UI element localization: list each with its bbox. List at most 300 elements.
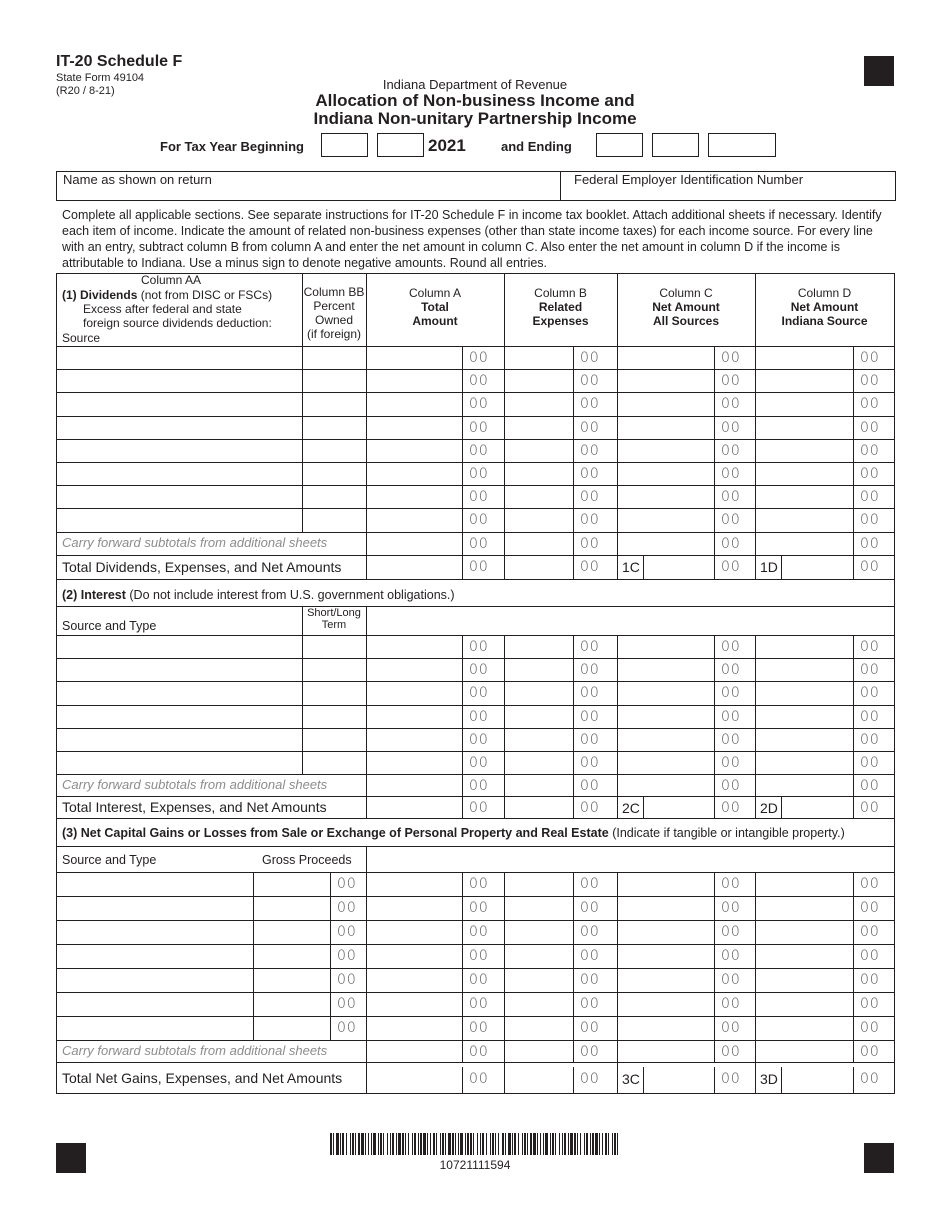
sec2-row3-col-a[interactable] xyxy=(367,682,462,705)
sec1-row1-source[interactable] xyxy=(57,347,302,369)
sec3-row2-col-c-cents: 00 xyxy=(721,900,741,916)
sec2-carry-col-c-cents: 00 xyxy=(721,778,741,794)
sec1-row6-col-c[interactable] xyxy=(618,463,714,485)
barcode-bar xyxy=(533,1133,536,1155)
sec2-row4-col-c[interactable] xyxy=(618,706,714,728)
barcode-bar xyxy=(378,1133,379,1155)
sec3-row4-col-c[interactable] xyxy=(618,945,714,968)
sec1-row3-percent[interactable] xyxy=(303,393,366,416)
sec2-total-col-b[interactable] xyxy=(505,797,573,818)
begin-month-input[interactable] xyxy=(321,133,368,157)
fein-label: Federal Employer Identification Number xyxy=(574,172,804,187)
barcode-bar xyxy=(440,1133,441,1155)
barcode-bar xyxy=(562,1133,563,1155)
barcode-bar xyxy=(361,1133,364,1155)
sec3-carry-col-d-cents: 00 xyxy=(860,1044,880,1060)
sec3-row4-col-b[interactable] xyxy=(505,945,573,968)
sec3-row5-col-a[interactable] xyxy=(367,969,462,992)
barcode-bar xyxy=(405,1133,406,1155)
barcode-bar xyxy=(568,1133,569,1155)
sec1-row4-col-d[interactable] xyxy=(756,417,853,439)
sec3-row5-col-d[interactable] xyxy=(756,969,853,992)
sec3-row7-col-a-cents: 00 xyxy=(469,1020,489,1036)
barcode-bar xyxy=(590,1133,591,1155)
sec1-row1-col-c[interactable] xyxy=(618,347,714,369)
sec1-row8-percent[interactable] xyxy=(303,509,366,532)
state-form-number: State Form 49104 xyxy=(56,72,145,84)
sec3-row3-col-b[interactable] xyxy=(505,921,573,944)
sec1-row2-col-a[interactable] xyxy=(367,370,462,392)
sec1-row6-source[interactable] xyxy=(57,463,302,485)
sec3-row5-gross[interactable] xyxy=(254,969,330,992)
sec3-row6-source[interactable] xyxy=(57,993,253,1016)
sec2-row2-col-c-cents: 00 xyxy=(721,662,741,678)
sec1-total-col-d-cents: 00 xyxy=(860,559,880,575)
sec3-row7-col-c-cents: 00 xyxy=(721,1020,741,1036)
sec3-row1-col-a[interactable] xyxy=(367,873,462,896)
sec3-carry-forward-label: Carry forward subtotals from additional sheets xyxy=(62,1043,328,1058)
sec1-row3-col-d-cents: 00 xyxy=(860,396,880,412)
sec3-row6-col-b[interactable] xyxy=(505,993,573,1016)
end-year-input[interactable] xyxy=(708,133,776,157)
barcode-bar xyxy=(336,1133,339,1155)
barcode-bar xyxy=(502,1133,504,1155)
sec2-row5-col-c-cents: 00 xyxy=(721,732,741,748)
sec3-row5-col-a-cents: 00 xyxy=(469,972,489,988)
sec3-row3-col-d[interactable] xyxy=(756,921,853,944)
sec1-row2-col-d[interactable] xyxy=(756,370,853,392)
column-a-header: Column A Total Amount xyxy=(408,286,462,328)
sec1-row8-col-c[interactable] xyxy=(618,509,714,532)
sec3-row2-col-b[interactable] xyxy=(505,897,573,920)
sec2-total-label: Total Interest, Expenses, and Net Amounts xyxy=(62,799,327,815)
sec3-row1-col-d-cents: 00 xyxy=(860,876,880,892)
sec2-row6-col-c[interactable] xyxy=(618,752,714,774)
sec3-row7-col-a[interactable] xyxy=(367,1017,462,1040)
column-d-header: Column D Net Amount Indiana Source xyxy=(781,286,868,328)
sec1-total-col-b-cents: 00 xyxy=(580,559,600,575)
barcode-bar xyxy=(368,1133,369,1155)
barcode-bar xyxy=(465,1133,466,1155)
sec1-row5-col-d-cents: 00 xyxy=(860,443,880,459)
sec1-row5-source[interactable] xyxy=(57,440,302,462)
sec2-row4-source[interactable] xyxy=(57,706,302,728)
sec1-row8-col-a[interactable] xyxy=(367,509,462,532)
sec3-row3-col-a-cents: 00 xyxy=(469,924,489,940)
sec1-row5-col-b[interactable] xyxy=(505,440,573,462)
barcode-bar xyxy=(420,1133,422,1155)
sec3-row1-source[interactable] xyxy=(57,873,253,896)
sec2-row6-col-d-cents: 00 xyxy=(860,755,880,771)
barcode-bar xyxy=(436,1133,437,1155)
sec3-row1-col-a-cents: 00 xyxy=(469,876,489,892)
sec1-row4-percent[interactable] xyxy=(303,417,366,439)
sec1-row8-col-d[interactable] xyxy=(756,509,853,532)
agency-name: Indiana Department of Revenue xyxy=(382,77,568,92)
sec3-row4-col-a[interactable] xyxy=(367,945,462,968)
sec3-total-col-b[interactable] xyxy=(505,1068,573,1093)
sec3-row3-gross[interactable] xyxy=(254,921,330,944)
sec2-row5-source[interactable] xyxy=(57,729,302,751)
sec1-row3-col-d[interactable] xyxy=(756,393,853,416)
barcode-bar xyxy=(605,1133,607,1155)
sec2-row6-source[interactable] xyxy=(57,752,302,774)
sec2-carry-col-d-cents: 00 xyxy=(860,778,880,794)
sec1-row6-col-d[interactable] xyxy=(756,463,853,485)
sec1-total-col-a[interactable] xyxy=(367,556,462,579)
sec1-row8-source[interactable] xyxy=(57,509,302,532)
sec2-row5-term[interactable] xyxy=(303,729,366,751)
barcode-bar xyxy=(545,1133,548,1155)
sec2-row2-term[interactable] xyxy=(303,659,366,681)
sec3-row1-col-d[interactable] xyxy=(756,873,853,896)
sec3-carry-col-b[interactable] xyxy=(505,1041,573,1062)
sec3-row5-col-d-cents: 00 xyxy=(860,972,880,988)
sec3-row7-gross[interactable] xyxy=(254,1017,330,1040)
sec3-carry-col-b-cents: 00 xyxy=(580,1044,600,1060)
sec1-row1-col-d[interactable] xyxy=(756,347,853,369)
barcode-bar xyxy=(586,1133,588,1155)
fein-field[interactable] xyxy=(561,172,893,199)
sec2-row4-col-d[interactable] xyxy=(756,706,853,728)
barcode-bar xyxy=(380,1133,382,1155)
sec1-row8-col-b[interactable] xyxy=(505,509,573,532)
sec3-row2-col-a[interactable] xyxy=(367,897,462,920)
barcode-bar xyxy=(330,1133,332,1155)
sec3-row1-gross[interactable] xyxy=(254,873,330,896)
sec3-row3-col-d-cents: 00 xyxy=(860,924,880,940)
sec1-row1-col-c-cents: 00 xyxy=(721,350,741,366)
sec1-row3-col-a-cents: 00 xyxy=(469,396,489,412)
barcode-bar xyxy=(555,1133,556,1155)
sec3-row3-col-c[interactable] xyxy=(618,921,714,944)
begin-day-input[interactable] xyxy=(377,133,424,157)
sec1-carry-col-c-cents: 00 xyxy=(721,536,741,552)
sec1-row2-col-c[interactable] xyxy=(618,370,714,392)
sec1-row7-col-b[interactable] xyxy=(505,486,573,508)
registration-mark-bottom-left xyxy=(56,1143,86,1173)
sec3-row5-col-c[interactable] xyxy=(618,969,714,992)
sec1-row2-col-d-cents: 00 xyxy=(860,373,880,389)
barcode-bar xyxy=(614,1133,616,1155)
sec2-carry-forward-label: Carry forward subtotals from additional sheets xyxy=(62,777,328,792)
barcode-bar xyxy=(365,1133,366,1155)
sec1-row7-source[interactable] xyxy=(57,486,302,508)
sec1-total-col-c-cents: 00 xyxy=(721,559,741,575)
sec3-row2-col-c[interactable] xyxy=(618,897,714,920)
sec3-row2-col-d-cents: 00 xyxy=(860,900,880,916)
barcode-bar xyxy=(445,1133,446,1155)
sec3-row7-col-d[interactable] xyxy=(756,1017,853,1040)
sec1-row4-col-a[interactable] xyxy=(367,417,462,439)
sec3-row3-col-b-cents: 00 xyxy=(580,924,600,940)
sec1-row7-col-b-cents: 00 xyxy=(580,489,600,505)
sec2-row6-col-c-cents: 00 xyxy=(721,755,741,771)
sec1-row7-col-d[interactable] xyxy=(756,486,853,508)
sec2-row6-col-d[interactable] xyxy=(756,752,853,774)
barcode-bar xyxy=(458,1133,459,1155)
barcode-bar xyxy=(612,1133,613,1155)
barcode-bar xyxy=(559,1133,560,1155)
sec1-row4-col-a-cents: 00 xyxy=(469,420,489,436)
sec2-row3-source[interactable] xyxy=(57,682,302,705)
sec1-row2-source[interactable] xyxy=(57,370,302,392)
sec1-row5-col-d[interactable] xyxy=(756,440,853,462)
barcode-bar xyxy=(477,1133,478,1155)
barcode-bar xyxy=(498,1133,499,1155)
sec2-row3-col-d[interactable] xyxy=(756,682,853,705)
barcode-bar xyxy=(398,1133,401,1155)
sec1-carry-col-a-cents: 00 xyxy=(469,536,489,552)
sec1-row4-col-c[interactable] xyxy=(618,417,714,439)
sec1-row5-col-c[interactable] xyxy=(618,440,714,462)
sec1-row2-col-b-cents: 00 xyxy=(580,373,600,389)
sec2-row4-term[interactable] xyxy=(303,706,366,728)
end-day-input[interactable] xyxy=(652,133,699,157)
sec2-row2-col-c[interactable] xyxy=(618,659,714,681)
sec1-row2-col-c-cents: 00 xyxy=(721,373,741,389)
column-aa-title: Column AA xyxy=(140,273,202,287)
barcode-bar xyxy=(352,1133,354,1155)
form-title-line2: Indiana Non-unitary Partnership Income xyxy=(313,109,637,128)
instructions: Complete all applicable sections. See separate instructions for IT-20 Schedule F in income tax booklet. Attach additional sheets if necessary. Identify each item of income. Indicate the amount of related non-business expenses (other than state income taxes) for each income source. For every line with an entry, subtract column B from column A and enter the net amount in column C. Also enter the net amount in column D if the income is attributable to Indiana. Use a minus sign to denote negative amounts. Round all entries. xyxy=(62,208,882,270)
sec3-row2-col-d[interactable] xyxy=(756,897,853,920)
sec3-row5-col-b[interactable] xyxy=(505,969,573,992)
sec1-carry-col-c[interactable] xyxy=(618,533,714,555)
sec3-row6-col-d[interactable] xyxy=(756,993,853,1016)
sec1-total-col-b[interactable] xyxy=(505,556,573,579)
sec1-carry-col-d-cents: 00 xyxy=(860,536,880,552)
sec2-row3-col-c[interactable] xyxy=(618,682,714,705)
barcode-bar xyxy=(423,1133,426,1155)
sec3-row2-source[interactable] xyxy=(57,897,253,920)
sec3-row4-source[interactable] xyxy=(57,945,253,968)
barcode-bar xyxy=(522,1133,523,1155)
sec1-carry-col-d[interactable] xyxy=(756,533,853,555)
sec2-total-col-b-cents: 00 xyxy=(580,800,600,816)
sec3-row5-gross-cents: 00 xyxy=(337,972,357,988)
sec3-row7-col-b[interactable] xyxy=(505,1017,573,1040)
sec3-carry-col-d[interactable] xyxy=(756,1041,853,1062)
sec3-total-label: Total Net Gains, Expenses, and Net Amounts xyxy=(62,1070,343,1086)
sec3-row4-gross[interactable] xyxy=(254,945,330,968)
sec1-row1-col-a[interactable] xyxy=(367,347,462,369)
sec1-row3-source[interactable] xyxy=(57,393,302,416)
sec2-row1-col-c[interactable] xyxy=(618,636,714,658)
sec3-row1-col-c[interactable] xyxy=(618,873,714,896)
sec3-row4-col-a-cents: 00 xyxy=(469,948,489,964)
sec3-row6-col-d-cents: 00 xyxy=(860,996,880,1012)
sec2-carry-col-a-cents: 00 xyxy=(469,778,489,794)
sec2-row5-col-b[interactable] xyxy=(505,729,573,751)
barcode-bar xyxy=(412,1133,413,1155)
sec1-row3-col-a[interactable] xyxy=(367,393,462,416)
end-month-input[interactable] xyxy=(596,133,643,157)
sec1-row6-percent[interactable] xyxy=(303,463,366,485)
sec1-row4-col-b-cents: 00 xyxy=(580,420,600,436)
sec2-carry-col-b-cents: 00 xyxy=(580,778,600,794)
barcode-bar xyxy=(340,1133,341,1155)
sec2-row2-source[interactable] xyxy=(57,659,302,681)
sec1-row5-col-a[interactable] xyxy=(367,440,462,462)
sec3-row5-source[interactable] xyxy=(57,969,253,992)
sec2-total-col-d-cents: 00 xyxy=(860,800,880,816)
sec1-row7-percent[interactable] xyxy=(303,486,366,508)
sec1-row1-col-b-cents: 00 xyxy=(580,350,600,366)
barcode-bar xyxy=(550,1133,551,1155)
sec1-row3-col-c[interactable] xyxy=(618,393,714,416)
sec3-total-line-d-id: 3D xyxy=(760,1071,778,1087)
sec1-row2-col-b[interactable] xyxy=(505,370,573,392)
sec3-row3-source[interactable] xyxy=(57,921,253,944)
sec1-row1-col-a-cents: 00 xyxy=(469,350,489,366)
sec3-row2-gross[interactable] xyxy=(254,897,330,920)
sec1-row4-col-b[interactable] xyxy=(505,417,573,439)
sec2-row2-col-d[interactable] xyxy=(756,659,853,681)
sec1-row6-col-d-cents: 00 xyxy=(860,466,880,482)
sec1-row2-percent[interactable] xyxy=(303,370,366,392)
sec3-row4-gross-cents: 00 xyxy=(337,948,357,964)
sec3-row2-gross-cents: 00 xyxy=(337,900,357,916)
sec1-row6-col-b[interactable] xyxy=(505,463,573,485)
sec3-carry-col-a[interactable] xyxy=(367,1041,462,1062)
section3-heading: (3) Net Capital Gains or Losses from Sale or Exchange of Personal Property and Real Estate (Indicate if tangible or intangible property.) xyxy=(62,826,845,840)
sec3-carry-col-c-cents: 00 xyxy=(721,1044,741,1060)
sec1-row3-col-b[interactable] xyxy=(505,393,573,416)
barcode-bar xyxy=(495,1133,496,1155)
barcode-bar xyxy=(512,1133,513,1155)
sec3-row7-col-c[interactable] xyxy=(618,1017,714,1040)
sec3-row7-col-b-cents: 00 xyxy=(580,1020,600,1036)
barcode-bar xyxy=(402,1133,404,1155)
barcode-bar xyxy=(383,1133,384,1155)
barcode-bar xyxy=(390,1133,391,1155)
sec1-row4-source[interactable] xyxy=(57,417,302,439)
sec3-row7-source[interactable] xyxy=(57,1017,253,1040)
sec2-carry-col-a[interactable] xyxy=(367,775,462,796)
sec2-row6-col-b[interactable] xyxy=(505,752,573,774)
barcode-bar xyxy=(518,1133,519,1155)
sec2-row5-col-a[interactable] xyxy=(367,729,462,751)
sec3-total-col-d-cents: 00 xyxy=(860,1071,880,1087)
registration-mark-bottom-right xyxy=(864,1143,894,1173)
sec1-row6-col-b-cents: 00 xyxy=(580,466,600,482)
sec3-row4-col-d[interactable] xyxy=(756,945,853,968)
column-b-header: Column B Related Expenses xyxy=(532,286,589,328)
sec2-row1-col-b-cents: 00 xyxy=(580,639,600,655)
sec3-row6-gross[interactable] xyxy=(254,993,330,1016)
sec1-carry-col-a[interactable] xyxy=(367,533,462,555)
sec3-row2-col-b-cents: 00 xyxy=(580,900,600,916)
sec1-row4-col-c-cents: 00 xyxy=(721,420,741,436)
sec2-row1-term[interactable] xyxy=(303,636,366,658)
sec1-row8-col-a-cents: 00 xyxy=(469,512,489,528)
sec1-row7-col-a[interactable] xyxy=(367,486,462,508)
sec2-carry-col-b[interactable] xyxy=(505,775,573,796)
barcode-bar xyxy=(514,1133,516,1155)
sec2-row1-col-d[interactable] xyxy=(756,636,853,658)
sec1-row4-col-d-cents: 00 xyxy=(860,420,880,436)
sec3-total-col-a[interactable] xyxy=(367,1068,462,1093)
sec2-row1-col-a[interactable] xyxy=(367,636,462,658)
sec2-row2-col-b[interactable] xyxy=(505,659,573,681)
sec1-row8-col-c-cents: 00 xyxy=(721,512,741,528)
sec2-carry-col-d[interactable] xyxy=(756,775,853,796)
barcode-bar xyxy=(540,1133,541,1155)
sec3-row2-col-a-cents: 00 xyxy=(469,900,489,916)
sec1-carry-col-b[interactable] xyxy=(505,533,573,555)
name-field[interactable] xyxy=(57,172,559,199)
form-id: IT-20 Schedule F xyxy=(56,53,183,70)
sec2-row4-col-a[interactable] xyxy=(367,706,462,728)
sec1-row5-col-b-cents: 00 xyxy=(580,443,600,459)
sec3-row3-col-a[interactable] xyxy=(367,921,462,944)
barcode-bar xyxy=(617,1133,618,1155)
sec3-row6-col-a[interactable] xyxy=(367,993,462,1016)
sec1-row7-col-c[interactable] xyxy=(618,486,714,508)
barcode-bar xyxy=(592,1133,594,1155)
sec2-row3-col-b[interactable] xyxy=(505,682,573,705)
sec1-total-line-d-id: 1D xyxy=(760,559,778,575)
section2-term-label: Short/Long Term xyxy=(307,607,361,631)
sec1-row1-percent[interactable] xyxy=(303,347,366,369)
sec2-row6-term[interactable] xyxy=(303,752,366,774)
sec2-row4-col-c-cents: 00 xyxy=(721,709,741,725)
sec2-row5-col-c[interactable] xyxy=(618,729,714,751)
form-revision: (R20 / 8-21) xyxy=(56,85,115,97)
barcode-bar xyxy=(408,1133,409,1155)
sec2-row3-term[interactable] xyxy=(303,682,366,705)
sec2-total-line-d-id: 2D xyxy=(760,800,778,816)
barcode-bar xyxy=(467,1133,469,1155)
sec3-row4-col-c-cents: 00 xyxy=(721,948,741,964)
sec3-row7-gross-cents: 00 xyxy=(337,1020,357,1036)
sec2-total-col-a[interactable] xyxy=(367,797,462,818)
sec2-row2-col-a[interactable] xyxy=(367,659,462,681)
sec1-row7-col-c-cents: 00 xyxy=(721,489,741,505)
barcode-bar xyxy=(524,1133,526,1155)
barcode-bar xyxy=(342,1133,344,1155)
sec3-row6-col-c[interactable] xyxy=(618,993,714,1016)
barcode-number: 10721111594 xyxy=(439,1158,511,1172)
sec1-row5-percent[interactable] xyxy=(303,440,366,462)
barcode-bar xyxy=(608,1133,609,1155)
sec2-row4-col-b[interactable] xyxy=(505,706,573,728)
barcode-bar xyxy=(564,1133,566,1155)
sec2-row1-col-b[interactable] xyxy=(505,636,573,658)
sec2-row2-col-a-cents: 00 xyxy=(469,662,489,678)
barcode-bar xyxy=(492,1133,494,1155)
sec2-row3-col-a-cents: 00 xyxy=(469,685,489,701)
sec2-row5-col-d[interactable] xyxy=(756,729,853,751)
barcode-bar xyxy=(505,1133,506,1155)
sec1-row1-col-b[interactable] xyxy=(505,347,573,369)
sec2-row6-col-a[interactable] xyxy=(367,752,462,774)
sec3-total-col-b-cents: 00 xyxy=(580,1071,600,1087)
sec3-row1-col-b[interactable] xyxy=(505,873,573,896)
sec2-carry-col-c[interactable] xyxy=(618,775,714,796)
barcode-bar xyxy=(414,1133,416,1155)
barcode-bar xyxy=(358,1133,360,1155)
sec1-row1-col-d-cents: 00 xyxy=(860,350,880,366)
tax-year: 2021 xyxy=(428,136,466,155)
section3-source-label: Source and Type xyxy=(62,853,157,867)
barcode-bar xyxy=(418,1133,419,1155)
sec3-carry-col-c[interactable] xyxy=(618,1041,714,1062)
sec1-row6-col-a[interactable] xyxy=(367,463,462,485)
sec2-row1-source[interactable] xyxy=(57,636,302,658)
barcode-bar xyxy=(392,1133,394,1155)
